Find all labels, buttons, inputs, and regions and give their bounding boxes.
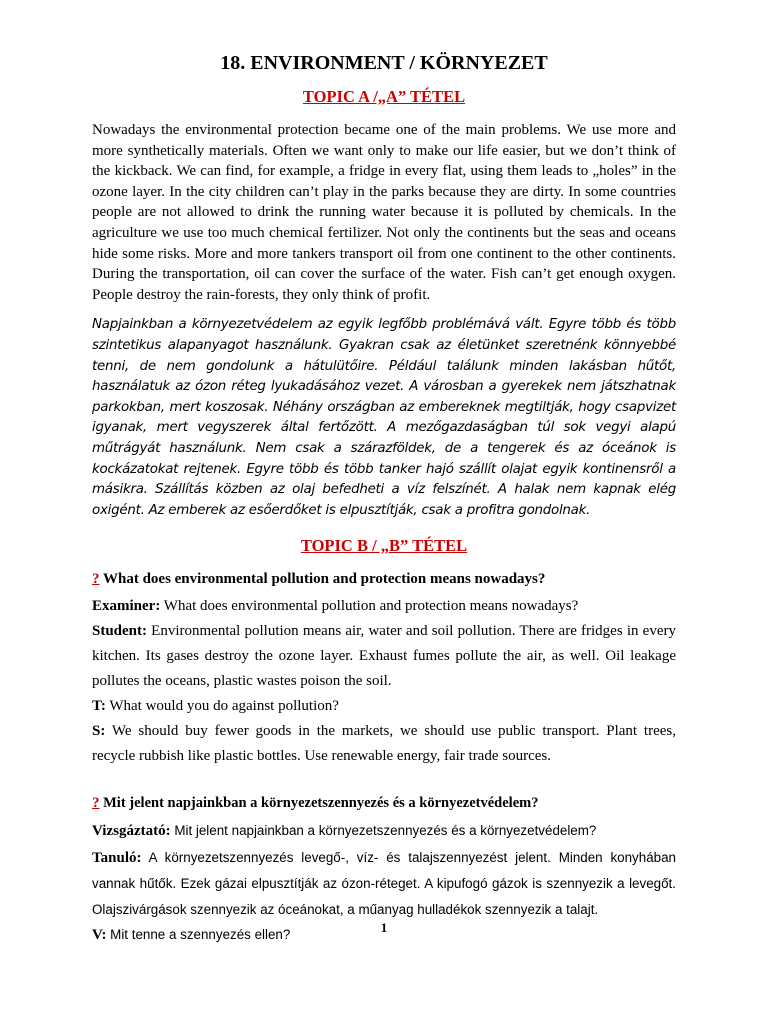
topic-a-english-paragraph: Nowadays the environmental protection became one of the main problems. We use more and more synthetically materials. Often we want only to make our life easier, but we don’t think of the kickback. We can find, for example, a fridge in every flat, using them leads to „holes” in the ozone layer. In the city children can’t play in the parks because they are dirty. In some countries people are not allowed to drink the running water because it is polluted by chemicals. In the agriculture we use too much chemical fertilizer. Not only the continents but the seas and oceans hide some risks. More and more tankers transport oil from one continent to the other continents. During the transportation, oil can cover the surface of the water. Fish can’t get enough oxygen. People destroy the rain-forests, they only think of profit. — [92, 122, 676, 303]
speaker-label: Student: — [92, 623, 148, 640]
question-mark-icon: ? — [92, 571, 100, 588]
english-question-heading — [92, 567, 676, 592]
question-mark-icon: ? — [92, 795, 100, 812]
dialogue-text: What would you do against pollution? — [105, 698, 339, 715]
dialogue-line-tanulo — [92, 845, 676, 923]
english-question-text: What does environmental pollution and protection means nowadays? — [99, 571, 546, 588]
page-title: 18. ENVIRONMENT / KÖRNYEZET — [220, 52, 548, 74]
page-number: 1 — [380, 920, 388, 935]
speaker-label: S: — [92, 723, 106, 740]
dialogue-text: We should buy fewer goods in the markets, we should use public transport. Plant trees, recycle rubbish like plastic bottles. Use renewable energy, fair trade sources. — [92, 723, 676, 765]
dialogue-text: Environmental pollution means air, water and soil pollution. There are fridges in every kitchen. Its gases destroy the ozone layer. Exhaust fumes pollute the air, as well. Oil leakage pollutes the oceans, plastic wastes poison the soil. — [92, 623, 676, 690]
dialogue-line-student — [92, 619, 676, 694]
speaker-label: Examiner: — [92, 598, 161, 615]
dialogue-line-vizsgaztato — [92, 818, 676, 845]
topic-a-hungarian-paragraph: Napjainkban a környezetvédelem az egyik legfőbb problémává vált. Egyre több és több szintetikus alapanyagot használunk. Gyakran csak az életünket szeretnénk könnyebbé tenni, de nem gondolunk a hátulütőire. Például találunk minden lakásban hűtőt, használatuk az ózon réteg lyukadásához vezet. A városban a gyerekek nem játszhatnak parkokban, mert koszosak. Néhány országban az embereknek megtiltják, hogy csapvizet igyanak, mert vegyszerek által fertőzött. A mezőgazdaságban túl sok vegyi alapú műtrágyát használunk. Nem csak a szárazföldek, de a tengerek és az óceánok is kockázatokat rejtenek. Egyre több és több tanker hajó szállít olajat egyik kontinensről a másikra. Szállítás közben az olaj befedheti a víz felszínét. A halak nem kapnak elég oxigént. Az emberek az esőerdőket is elpusztítják, csak a profitra gondolnak. — [92, 317, 676, 518]
dialogue-line-student-short — [92, 719, 676, 769]
topic-b-heading: TOPIC B / „B” TÉTEL — [300, 536, 468, 556]
dialogue-text: Mit tenne a szennyezés ellen? — [106, 927, 291, 943]
dialogue-text: Mit jelent napjainkban a környezetszennyezés és a környezetvédelem? — [170, 823, 597, 839]
speaker-label: Vizsgáztató: — [92, 823, 171, 840]
dialogue-text: What does environmental pollution and protection means nowadays? — [160, 598, 579, 615]
speaker-label: T: — [92, 698, 106, 715]
hungarian-question-text: Mit jelent napjainkban a környezetszennyezés és a környezetvédelem? — [99, 795, 539, 812]
dialogue-line-examiner — [92, 594, 676, 619]
hungarian-question-heading — [92, 791, 676, 816]
dialogue-line-teacher — [92, 694, 676, 719]
dialogue-text: A környezetszennyezés levegő-, víz- és talajszennyezést jelent. Minden konyhában vannak hűtők. Ezek gázai elpusztítják az ózon-réteget. A kipufogó gázok is szennyezik a levegőt. Olajszivárgások szennyezik az óceánokat, a műanyag hulladékok szennyezik a talajt. — [92, 849, 676, 917]
speaker-label: Tanuló: — [92, 849, 142, 866]
speaker-label: V: — [92, 927, 107, 944]
topic-a-heading: TOPIC A /„A” TÉTEL — [302, 87, 466, 106]
